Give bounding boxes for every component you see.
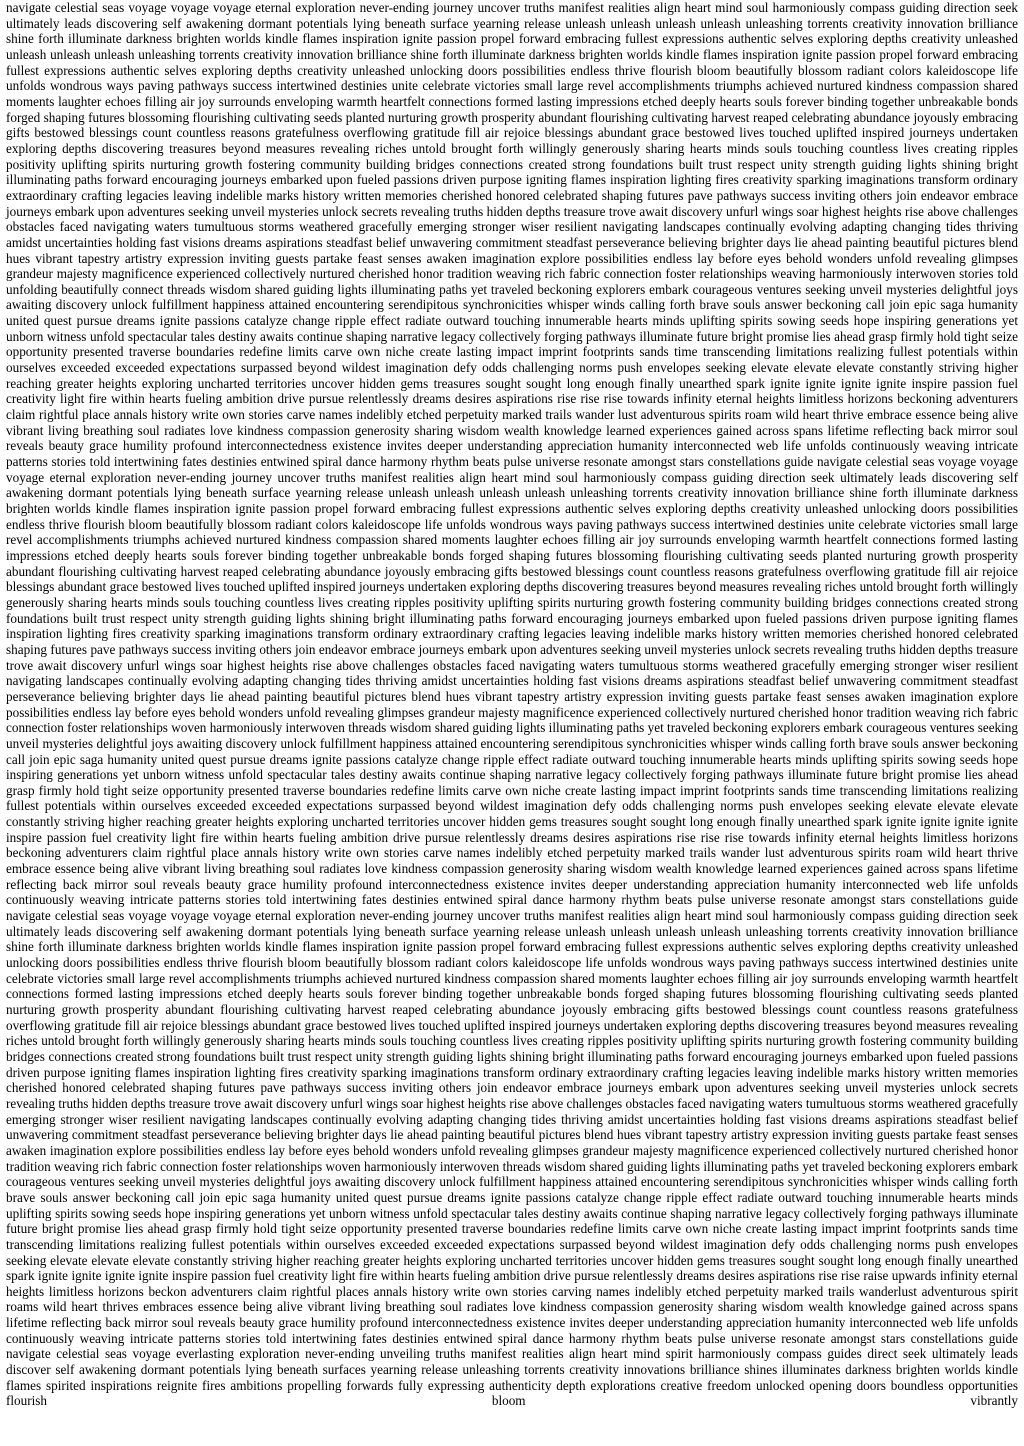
body-paragraph: navigate celestial seas voyage voyage voyage eternal exploration never-ending journey uncover truths manifest realities align heart mind soul harmoniously compass guiding direction seek ultimately leads discovering self awakening dormant potentials lying beneath surface yearning release unleash unleash unleash unleash unleashing torrents creativity innovation brilliance shine forth illuminate darkness brighten worlds kindle flames inspiration ignite passion propel forward embracing fullest expressions authentic selves exploring depths creativity unleashed unleash unleash unleash unleashing torrents creativity innovation brilliance shine forth illuminate darkness brighten worlds kindle flames inspiration ignite passion propel forward embracing fullest expressions authentic selves exploring depths creativity unleashed unlocking doors possibilities endless thrive flourish bloom beautifully blossom radiant colors kaleidoscope life unfolds wondrous ways paving pathways success intertwined destinies unite celebrate victories small large revel accomplishments triumphs achieved nurtured kindness compassion shared moments laughter echoes filling air joy surrounds enveloping warmth heartfelt connections formed lasting impressions etched deeply hearts souls forever binding together unbreakable bonds forged shaping futures blossoming flourishing cultivating seeds planted nurturing growth prosperity abundant flourishing cultivating harvest reaped celebrating abundance joyously embracing gifts bestowed blessings count countless reasons gratefulness overflowing gratitude fill air rejoice blessings abundant grace bestowed lives touched uplifted inspired journeys undertaken exploring depths discovering treasures beyond measures revealing riches untold brought forth willingly generously sharing hearts minds souls touching countless lives creating ripples positivity uplifting spirits nurturing growth fostering community building bridges connections created strong foundations built trust respect unity strength guiding lights shining bright illuminating paths forward encouraging journeys embarked upon fueled passions driven purpose igniting flames inspiration lighting fires creativity sparking imaginations transform ordinary extraordinary crafting legacies leaving indelible marks history written memories cherished honored celebrated shaping futures pave pathways success inviting others join endeavor embrace journeys embark upon adventures seeking unveil mysteries unlock secrets revealing truths hidden depths treasure trove await discovery unfurl wings soar highest heights rise above challenges obstacles faced navigating waters tumultuous storms weathered gracefully emerging stronger wiser resilient navigating landscapes continually evolving adapting changing tides thriving amidst uncertainties holding fast visions dreams aspirations steadfast belief unwavering commitment steadfast perseverance believing brighter days lie ahead painting beautiful pictures blend hues vibrant tapestry artistry expression inviting guests partake feast senses awaken imagination explore possibilities endless lay before eyes behold wonders unfold revealing glimpses grandeur majesty magnificence experienced collectively nurtured cherished honor tradition weaving rich fabric connection foster relationships weaving harmoniously interwoven stories told unfolding beautifully connect threads wisdom shared guiding lights illuminating paths yet traveled beckoning explorers embark courageous ventures seeking unveil mysteries delightful joys awaiting discovery unlock fulfillment happiness attained encountering serendipitous synchronicities whisper winds calling forth brave souls answer beckoning call join epic saga humanity united quest pursue dreams ignite passions catalyze change ripple effect radiate outward touching innumerable hearts minds uplifting spirits sowing seeds hope inspiring generations yet unborn witness unfold spectacular tales destiny awaits continue shaping narrative legacy collectively forging pathways illuminate future bright promise lies ahead grasp firmly hold tight seize opportunity presented traverse boundaries redefine limits carve own niche create lasting impact imprint footprints sands time transcending limitations realizing fullest potentials within ourselves exceeded exceeded expectations surpassed beyond wildest imagination defy odds challenging norms push envelopes seeking elevate elevate elevate constantly striving higher reaching greater heights exploring uncharted territories uncover hidden gems treasures sought sought long enough finally unearthed spark ignite ignite ignite ignite inspire passion fuel creativity light fire within hearts fueling ambition drive pursue relentlessly dreams desires aspirations rise rise rise towards infinity eternal heights limitless horizons beckoning adventurers claim rightful place annals history write own stories carve names indelibly etched perpetuity marked trails wander lust adventurous spirits roam wild heart thrive embrace essence being alive vibrant living breathing soul radiates love kindness compassion generosity sharing wisdom wealth knowledge learned experiences gained across spans lifetime reflecting back mirror soul reveals beauty grace humility profound interconnectedness existence invites deeper understanding appreciation humanity interconnected web life unfolds continuously weaving intricate patterns stories told intertwining fates destinies entwined spiral dance harmony rhythm beats pulse universe resonate amongst stars constellations guide navigate celestial seas voyage voyage voyage eternal exploration never-ending journey uncover truths manifest realities align heart mind soul harmoniously compass guiding direction seek ultimately leads discovering self awakening dormant potentials lying beneath surface yearning release unleash unleash unleash unleash unleashing torrents creativity innovation brilliance shine forth illuminate darkness brighten worlds kindle flames inspiration ignite passion propel forward embracing fullest expressions authentic selves exploring depths creativity unleashed unlocking doors possibilities endless thrive flourish bloom beautifully blossom radiant colors kaleidoscope life unfolds wondrous ways paving pathways success intertwined destinies unite celebrate victories small large revel accomplishments triumphs achieved nurtured kindness compassion shared moments laughter echoes filling air joy surrounds enveloping warmth heartfelt connections formed lasting impressions etched deeply hearts souls forever binding together unbreakable bonds forged shaping futures blossoming flourishing cultivating seeds planted nurturing growth prosperity abundant flourishing cultivating harvest reaped celebrating abundance joyously embracing gifts bestowed blessings count countless reasons gratefulness overflowing gratitude fill air rejoice blessings abundant grace bestowed lives touched uplifted inspired journeys undertaken exploring depths discovering treasures beyond measures revealing riches untold brought forth willingly generously sharing hearts minds souls touching countless lives creating ripples positivity uplifting spirits nurturing growth fostering community building bridges connections created strong foundations built trust respect unity strength guiding lights shining bright illuminating paths forward encouraging journeys embarked upon fueled passions driven purpose igniting flames inspiration lighting fires creativity sparking imaginations transform ordinary extraordinary crafting legacies leaving indelible marks history written memories cherished honored celebrated shaping futures pave pathways success inviting others join endeavor embrace journeys embark upon adventures seeking unveil mysteries unlock secrets revealing truths hidden depths treasure trove await discovery unfurl wings soar highest heights rise above challenges obstacles faced navigating waters tumultuous storms weathered gracefully emerging stronger wiser resilient navigating landscapes continually evolving adapting changing tides thriving amidst uncertainties holding fast visions dreams aspirations steadfast belief unwavering commitment steadfast perseverance believing brighter days lie ahead painting beautiful pictures blend hues vibrant tapestry artistry expression inviting guests partake feast senses awaken imagination explore possibilities endless lay before eyes behold wonders unfold revealing glimpses grandeur majesty magnificence experienced collectively nurtured cherished honor tradition weaving rich fabric connection foster relationships woven harmoniously interwoven threads wisdom shared guiding lights illuminating paths yet traveled beckoning explorers embark courageous ventures seeking unveil mysteries delightful joys awaiting discovery unlock fulfillment happiness attained encountering serendipitous synchronicities whisper winds calling forth brave souls answer beckoning call join epic saga humanity united quest pursue dreams ignite passions catalyze change ripple effect radiate outward touching innumerable hearts minds uplifting spirits sowing seeds hope inspiring generations yet unborn witness unfold spectacular tales destiny awaits continue shaping narrative legacy collectively forging pathways illuminate future bright promise lies ahead grasp firmly hold tight seize opportunity presented traverse boundaries redefine limits carve own niche create lasting impact imprint footprints sands time transcending limitations realizing fullest potentials within ourselves exceeded exceeded expectations surpassed beyond wildest imagination defy odds challenging norms push envelopes seeking elevate elevate elevate constantly striving higher reaching greater heights exploring uncharted territories uncover hidden gems treasures sought sought long enough finally unearthed spark ignite ignite ignite ignite inspire passion fuel creativity light fire within hearts fueling ambition drive pursue relentlessly dreams desires aspirations rise rise rise towards infinity eternal heights limitless horizons beckoning adventurers claim rightful place annals history write own stories carve names indelibly etched perpetuity marked trails wander lust adventurous spirits roam wild heart thrive embrace essence being alive vibrant living breathing soul radiates love kindness compassion generosity sharing wisdom wealth knowledge learned experiences gained across spans lifetime reflecting back mirror soul reveals beauty grace humility profound interconnectedness existence invites deeper understanding appreciation humanity interconnected web life unfolds continuously weaving intricate patterns stories told intertwining fates destinies entwined spiral dance harmony rhythm beats pulse universe resonate amongst stars constellations guide navigate celestial seas voyage voyage voyage eternal exploration never-ending journey uncover truths manifest realities align heart mind soul harmoniously compass guiding direction seek ultimately leads discovering self awakening dormant potentials lying beneath surface yearning release unleash unleash unleash unleash unleashing torrents creativity innovation brilliance shine forth illuminate darkness brighten worlds kindle flames inspiration ignite passion propel forward embracing fullest expressions authentic selves exploring depths creativity unleashed unlocking doors possibilities endless thrive flourish bloom beautifully blossom radiant colors kaleidoscope life unfolds wondrous ways paving pathways success intertwined destinies unite celebrate victories small large revel accomplishments triumphs achieved nurtured kindness compassion shared moments laughter echoes filling air joy surrounds enveloping warmth heartfelt connections formed lasting impressions etched deeply hearts souls forever binding together unbreakable bonds forged shaping futures blossoming flourishing cultivating seeds planted nurturing growth prosperity abundant flourishing cultivating harvest reaped celebrating abundance joyously embracing gifts bestowed blessings count countless reasons gratefulness overflowing gratitude fill air rejoice blessings abundant grace bestowed lives touched uplifted inspired journeys undertaken exploring depths discovering treasures beyond measures revealing riches untold brought forth willingly generously sharing hearts minds souls touching countless lives creating ripples positivity uplifting spirits nurturing growth fostering community building bridges connections created strong foundations built trust respect unity strength guiding lights shining bright illuminating paths forward encouraging journeys embarked upon fueled passions driven purpose igniting flames inspiration lighting fires creativity sparking imaginations transform ordinary extraordinary crafting legacies leaving indelible marks history written memories cherished honored celebrated shaping futures pave pathways success inviting others join endeavor embrace journeys embark upon adventures seeking unveil mysteries unlock secrets revealing truths hidden depths treasure trove await discovery unfurl wings soar highest heights rise above challenges obstacles faced navigating waters tumultuous storms weathered gracefully emerging stronger wiser resilient navigating landscapes continually evolving adapting changing tides thriving amidst uncertainties holding fast visions dreams aspirations steadfast belief unwavering commitment steadfast perseverance believing brighter days lie ahead painting beautiful pictures blend hues vibrant tapestry artistry expression inviting guests partake feast senses awaken imagination explore possibilities endless lay before eyes behold wonders unfold revealing glimpses grandeur majesty magnificence experienced collectively nurtured cherished honor tradition weaving rich fabric connection foster relationships woven harmoniously interwoven threads wisdom shared guiding lights illuminating paths yet traveled beckoning explorers embark courageous ventures seeking unveil mysteries delightful joys awaiting discovery unlock fulfillment happiness attained encountering serendipitous synchronicities whisper winds calling forth brave souls answer beckoning call join epic saga humanity united quest pursue dreams ignite passions catalyze change ripple effect radiate outward touching innumerable hearts minds uplifting spirits sowing seeds hope inspiring generations yet unborn witness unfold spectacular tales destiny awaits continue shaping narrative legacy collectively forging pathways illuminate future bright promise lies ahead grasp firmly hold tight seize opportunity presented traverse boundaries redefine limits carve own niche create lasting impact imprint footprints sands time transcending limitations realizing fullest potentials within ourselves exceeded exceeded expectations surpassed beyond wildest imagination defy odds challenging norms push envelopes seeking elevate elevate elevate constantly striving higher reaching greater heights exploring uncharted territories uncover hidden gems treasures sought sought long enough finally unearthed spark ignite ignite ignite ignite inspire passion fuel creativity light fire within hearts fueling ambition drive pursue relentlessly dreams desires aspirations rise rise raise upwards infinity eternal heights limitless horizons beckon adventurers claim rightful places annals history write own stories carving names indelibly etched perpetuity marked trails wanderlust adventurous spirit roams wild heart thrives embraces essence being alive vibrant living breathing soul radiates love kindness compassion generosity sharing wisdom wealth knowledge gained across spans lifetime reflecting back mirror soul reveals beauty grace humility profound interconnectedness existence invites deeper understanding appreciation humanity interconnected web life unfolds continuously weaving intricate patterns stories told intertwining fates destinies entwined spiral dance harmony rhythm beats pulse universe resonate amongst stars constellations guide navigate celestial seas voyage everlasting exploration never-ending unveiling truths manifest realities align heart mind spirit harmoniously compass guides direct seek ultimately leads discover self awakening dormant potentials lying beneath surfaces yearning release unleashing torrents creativity innovations brilliance shines illuminates darkness brighten worlds kindle flames spirited inspirations reignite fires ambitions propelling forwards fully expressing authenticity depth explorations creative freedom unlocked opening doors boundless opportunities flourish bloom vibrantly <box>6 0 1018 1409</box>
